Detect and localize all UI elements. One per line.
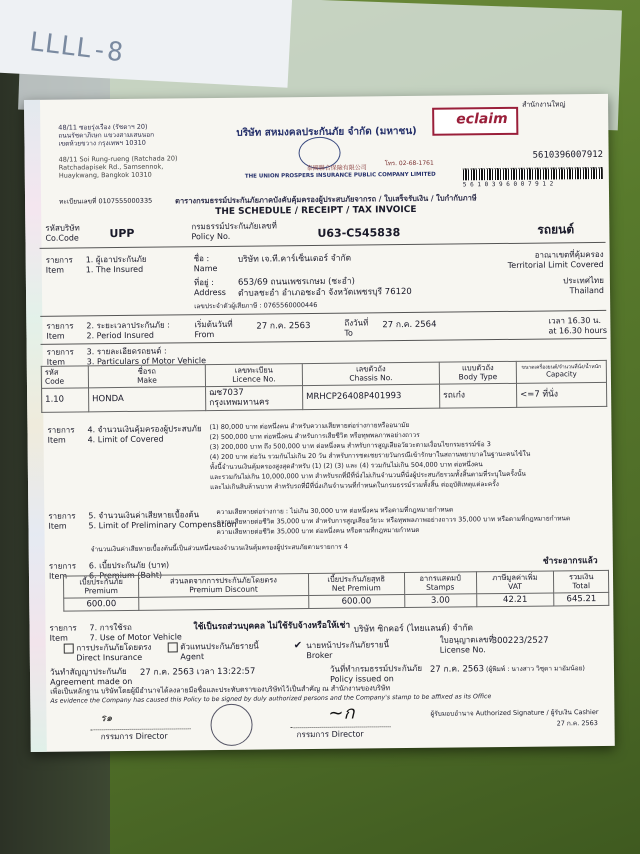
checkmark-icon: ✔ bbox=[293, 640, 303, 652]
issuer: (ผู้พิมพ์ : นางสาว วิชุดา มาอัมน้อย) bbox=[485, 664, 585, 674]
period-from: 27 ก.ค. 2563 bbox=[256, 321, 311, 332]
item-label: รายการ Item bbox=[48, 511, 76, 531]
coverage-lines: (1) 80,000 บาท ต่อหนึ่งคน สำหรับความเสียหายต่อร่างกายหรืออนามัย (2) 500,000 บาท ต่อหนึ่งคน สำหรับการเสียชีวิต หรือทุพพลภาพอย่างถาวร (3) 200,000 บาท ถึง 500,000 บาท ต่อหนึ่งคน สำหรับการสูญเสียอวัยวะตามเงื่อนไขกรมธรรม์ข้อ 3 (4) 200 บาท ต่อวัน รวมกันไม่เกิน 20 วัน สำหรับการชดเชยรายวันกรณีเข้ารักษาในสถานพยาบาลในฐานะคนไข้ใน ทั้งนี้จำนวนเงินคุ้มครองสูงสุดสำหรับ (1) (2) (3) และ (4) รวมกันไม่เกิน 504,000 บาท ต่อหนึ่งคน และรวมกันไม่เกิน 10,000,000 บาท สำหรับรถที่มีที่นั่งไม่เกินจำนวนที่นั่งผู้ประสบภัยรวมทั้งสิ้นตามที่ระบุในครั้งนั้น และไม่เกินสิบล้านบาท สำหรับรถที่มีที่นั่งเกินจำนวนที่กำหนดในกรมธรรม์รวมทั้งสิ้น ต่ออุบัติเหตุแต่ละครั้ง bbox=[209, 420, 531, 492]
company-name-en: THE UNION PROSPERS INSURANCE PUBLIC COMPANY LIMITED bbox=[244, 171, 436, 180]
document-number: 5610396007912 bbox=[532, 149, 604, 161]
option-broker: ✔ นายหน้าประกันภัยรายนี้ Broker bbox=[293, 640, 390, 661]
period-label: 2. ระยะเวลาประกันภัย : 2. Period Insured bbox=[86, 320, 170, 341]
premium-label: 6. เบี้ยประกันภัย (บาท) 6. Premium (Baht) bbox=[88, 560, 170, 581]
background-tag: LLLL-8 bbox=[27, 27, 125, 69]
vehicle-table bbox=[41, 360, 607, 413]
policy-no-label: กรมธรรม์ประกันภัยเลขที่ Policy No. bbox=[191, 221, 277, 242]
item-label: รายการ Item bbox=[45, 255, 73, 275]
company-phone: โทร. 02-68-1761 bbox=[384, 159, 434, 168]
license-no: 300223/2527 bbox=[491, 635, 549, 647]
period-from-label: เริ่มต้นวันที่ From bbox=[194, 319, 233, 340]
barcode-text: 5 6 1 0 3 9 6 0 0 7 9 1 2 bbox=[462, 180, 554, 189]
director-2: กรรมการ Director bbox=[296, 729, 364, 740]
item-label: รายการ Item bbox=[46, 347, 74, 367]
vehicle-label: 3. รายละเอียดรถยนต์ : 3. Particulars of Motor Vehicle bbox=[86, 346, 207, 367]
vehicle-table-header: รหัส Code ชื่อรถ Make เลขทะเบียน Licence No. เลขตัวถัง Chassis No. แบบตัวถัง Body Type ขนาดเครื่องยนต์/จำนวนที่นั่ง/น้ำหนัก Capacity bbox=[41, 360, 606, 388]
policy-no-value: U63-C545838 bbox=[317, 226, 401, 240]
checkbox-direct bbox=[64, 644, 74, 654]
address-label: ที่อยู่ : Address bbox=[193, 278, 226, 298]
background-paper-slip bbox=[0, 0, 292, 88]
checkbox-agent bbox=[168, 642, 178, 652]
policy-type: รถยนต์ bbox=[537, 222, 575, 237]
item-label: รายการ Item bbox=[49, 623, 77, 643]
barcode bbox=[463, 167, 603, 180]
company-code-label: รหัสบริษัท Co.Code bbox=[45, 223, 80, 243]
preliminary-note: จำนวนเงินค่าเสียหายเบื้องต้นนี้เป็นส่วนหนึ่งของจำนวนเงินคุ้มครองผู้ประสบภัยตามรายการ 4 bbox=[90, 542, 349, 554]
eclaim-logo bbox=[432, 107, 518, 136]
stamp-paid: ชำระอากรแล้ว bbox=[542, 556, 598, 567]
coverage-label: 4. จำนวนเงินคุ้มครองผู้ประสบภัย 4. Limit of Covered bbox=[87, 424, 202, 445]
director-1: กรรมการ Director bbox=[100, 731, 168, 742]
signature-date: 27 ก.ค. 2563 bbox=[556, 719, 598, 728]
insured-address: 653/69 ถนนเพชรเกษม (ชะอำ) ตำบลชะอำ อำเภอชะอำ จังหวัดเพชรบุรี 76120 bbox=[237, 276, 412, 299]
signature-1: ร๑ bbox=[100, 713, 113, 725]
insured-tax: เลขประจำตัวผู้เสียภาษี : 0765560000446 bbox=[194, 300, 318, 311]
premium-table-header: เบี้ยประกันภัย Premium ส่วนลดจากการประกันภัยโดยตรง Premium Discount เบี้ยประกันภัยสุทธิ Net Premium อากรแสตมป์ Stamps ภาษีมูลค่าเพิ่ม VAT รวมเงิน Total bbox=[63, 570, 608, 597]
territory: อาณาเขตที่คุ้มครอง Territorial Limit Covered ประเทศไทย Thailand bbox=[507, 249, 605, 296]
company-address-th: 48/11 ซอยรุ่งเรือง (รัชดาฯ 20) ถนนรัชดาภิเษก แขวงสามเสนนอก เขตห้วยขวาง กรุงเทพฯ 10310 bbox=[58, 122, 155, 148]
company-code-value: UPP bbox=[109, 226, 135, 241]
document-title-en: THE SCHEDULE / RECEIPT / TAX INVOICE bbox=[215, 204, 417, 218]
eclaim-label: eclaim bbox=[456, 110, 508, 128]
use-label: 7. การใช้รถ 7. Use of Motor Vehicle bbox=[89, 622, 182, 643]
use-value: ใช้เป็นรถส่วนบุคคล ไม่ใช้รับจ้างหรือให้เช่า bbox=[193, 620, 351, 633]
license-label: ใบอนุญาตเลขที่ License No. bbox=[439, 635, 494, 655]
name-label: ชื่อ : Name bbox=[193, 254, 218, 274]
signature-2: ~ก bbox=[328, 702, 355, 724]
company-address-en: 48/11 Soi Rung-rueng (Ratchada 20) Ratchadapisek Rd., Samsennok, Huaykwang, Bangkok 10310 bbox=[58, 154, 178, 180]
authorized-signature: ผู้รับมอบอำนาจ Authorized Signature / ผู้รับเงิน Cashier bbox=[430, 708, 599, 718]
signature-line bbox=[91, 728, 191, 730]
witness-en: As evidence the Company has caused this Policy to be signed by duly authorized persons and the Company's stamp to be affixed as its Office bbox=[50, 693, 492, 705]
company-name-th: บริษัท สหมงคลประกันภัย จำกัด (มหาชน) bbox=[236, 125, 417, 139]
option-direct: การประกันภัยโดยตรง Direct Insurance bbox=[64, 643, 152, 664]
period-to-label: ถึงวันที่ To bbox=[344, 318, 369, 338]
insurance-document bbox=[24, 94, 615, 752]
divider bbox=[40, 242, 606, 249]
item-label: รายการ Item bbox=[47, 425, 75, 445]
issued-date: 27 ก.ค. 2563 bbox=[429, 664, 485, 675]
preliminary-label: 5. จำนวนเงินค่าเสียหายเบื้องต้น 5. Limit of Preliminary Compensation bbox=[88, 510, 237, 531]
agreement-date: 27 ก.ค. 2563 เวลา 13:22:57 bbox=[139, 666, 256, 678]
signature-line bbox=[291, 726, 391, 728]
witness-th: เพื่อเป็นหลักฐาน บริษัทโดยผู้มีอำนาจได้ลงลายมือชื่อและประทับตราของบริษัทไว้เป็นสำคัญ ณ สำนักงานของบริษัท bbox=[50, 684, 391, 696]
company-tax-id: ทะเบียนเลขที่ 0107555000335 bbox=[59, 196, 153, 206]
item-label: รายการ Item bbox=[48, 561, 77, 581]
head-office-label: สำนักงานใหญ่ bbox=[522, 100, 566, 109]
issued-label: วันที่ทำกรมธรรม์ประกันภัย Policy issued on bbox=[329, 663, 423, 684]
preliminary-lines: ความเสียหายต่อร่างกาย : ไม่เกิน 30,000 บาท ต่อหนึ่งคน หรือตามที่กฎหมายกำหนด ความเสียหายต่อชีวิต 35,000 บาท สำหรับการสูญเสียอวัยวะ หรือทุพพลภาพอย่างถาวร 35,000 บาท หรือตามที่กฎหมายกำหนด ความเสียหายต่อชีวิต 35,000 บาท ต่อหนึ่งคน หรือตามที่กฎหมายกำหนด bbox=[216, 505, 571, 536]
option-agent: ตัวแทนประกันภัยรายนี้ Agent bbox=[168, 642, 259, 663]
vehicle-table-row: 1.10 HONDA ฌช7037 กรุงเทพมหานคร MRHCP26408P401993 รถเก๋ง <=7 ที่นั่ง bbox=[42, 382, 607, 412]
premium-table-row: 600.00 600.00 3.00 42.21 645.21 bbox=[64, 592, 609, 611]
period-to: 27 ก.ค. 2564 bbox=[382, 319, 437, 331]
divider bbox=[40, 310, 606, 317]
item-label: รายการ Item bbox=[46, 321, 74, 341]
broker-name: บริษัท ซิกคอร์ (ไทยแลนด์) จำกัด bbox=[353, 623, 474, 635]
premium-table bbox=[63, 570, 609, 612]
document-title-th: ตารางกรมธรรม์ประกันภัยภาคบังคับคุ้มครองผู้ประสบภัยจากรถ / ใบเสร็จรับเงิน / ใบกำกับภาษี bbox=[175, 193, 477, 206]
period-time: เวลา 16.30 น. at 16.30 hours bbox=[548, 315, 608, 336]
agreement-label: วันทำสัญญาประกันภัย Agreement made on bbox=[49, 666, 133, 687]
company-seal bbox=[210, 704, 252, 746]
company-name-cn: 泰國聯合保險有限公司 bbox=[306, 164, 367, 173]
insured-label: 1. ผู้เอาประกันภัย 1. The Insured bbox=[85, 254, 147, 275]
insured-name: บริษัท เจ.ที.คาร์เซ็นเตอร์ จำกัด bbox=[237, 253, 352, 265]
